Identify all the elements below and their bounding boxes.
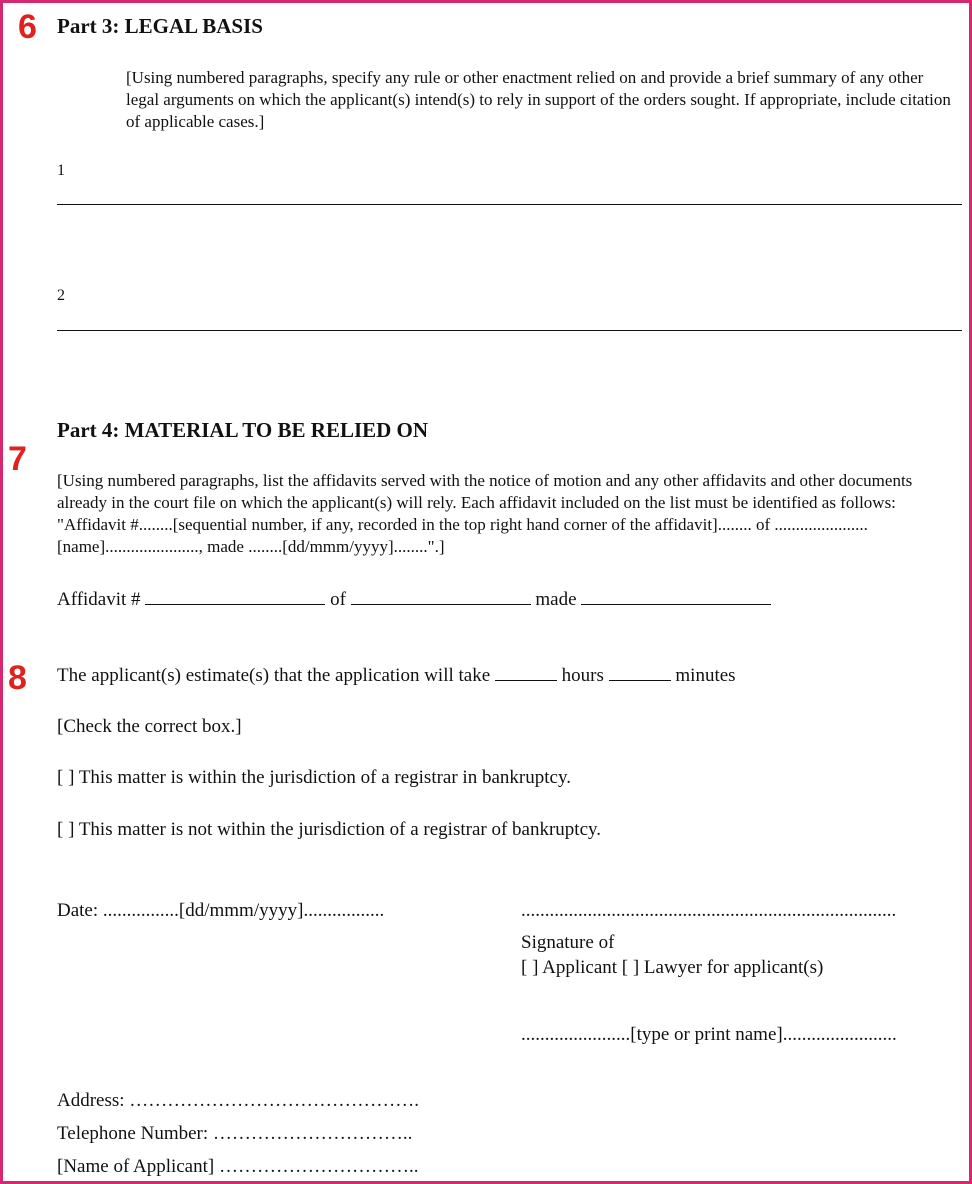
checkbox-within-jurisdiction[interactable]: [ ] — [57, 767, 75, 788]
paragraph-number-2: 2 — [57, 287, 65, 304]
check-instruction: [Check the correct box.] — [57, 716, 242, 737]
option-not-within-jurisdiction-text: This matter is not within the jurisdiction of a registrar of bankruptcy. — [78, 819, 602, 840]
paragraph-2-line[interactable] — [57, 330, 962, 331]
section-marker-7: 7 — [8, 440, 27, 478]
paragraph-1-line[interactable] — [57, 204, 962, 205]
option-not-within-jurisdiction — [57, 820, 601, 839]
affidavit-number-field[interactable] — [145, 589, 325, 605]
affidavit-made-label: made — [535, 589, 577, 610]
telephone-field[interactable]: Telephone Number: ………………………….. — [57, 1123, 413, 1144]
affidavit-name-field[interactable] — [351, 589, 531, 605]
hours-field[interactable] — [495, 665, 557, 681]
minutes-label: minutes — [675, 665, 736, 686]
section-marker-8: 8 — [8, 659, 27, 697]
signatory-options[interactable]: [ ] Applicant [ ] Lawyer for applicant(s) — [521, 957, 824, 978]
option-within-jurisdiction-text: This matter is within the jurisdiction of a registrar in bankruptcy. — [78, 767, 571, 788]
address-field[interactable]: Address: ………………………………………. — [57, 1090, 420, 1111]
applicant-name-field[interactable]: [Name of Applicant] ………………………….. — [57, 1156, 419, 1177]
affidavit-label: Affidavit # — [57, 589, 141, 610]
print-name-field[interactable]: .......................[type or print name]........................ — [521, 1024, 897, 1045]
date-field[interactable]: Date: ................[dd/mmm/yyyy]................. — [57, 900, 385, 921]
affidavit-line — [57, 589, 771, 609]
paragraph-number-1: 1 — [57, 162, 65, 179]
part3-heading: Part 3: LEGAL BASIS — [57, 14, 263, 38]
option-within-jurisdiction — [57, 768, 571, 787]
signature-of-label: Signature of — [521, 932, 615, 953]
checkbox-not-within-jurisdiction[interactable]: [ ] — [57, 819, 75, 840]
signature-field[interactable]: ............................................................................... — [521, 900, 897, 921]
part3-instruction: [Using numbered paragraphs, specify any rule or other enactment relied on and provide a brief summary of any other legal arguments on which the applicant(s) intend(s) to rely in support of the orders sought. If appropriate, include citation of applicable cases.] — [126, 68, 951, 131]
affidavit-of-label: of — [330, 589, 346, 610]
time-estimate-prefix: The applicant(s) estimate(s) that the application will take — [57, 665, 491, 686]
part4-instruction: [Using numbered paragraphs, list the affidavits served with the notice of motion and any other affidavits and other documents already in the court file on which the applicant(s) will rely. Each affidavit included on the list must be identified as follows: "Affidavit #........[sequential number, if any, recorded in the top right hand corner of the affidavit]........ of ......................[name]......................, made ........[dd/mmm/yyyy]........".] — [57, 471, 913, 556]
minutes-field[interactable] — [609, 665, 671, 681]
part4-heading: Part 4: MATERIAL TO BE RELIED ON — [57, 418, 429, 442]
affidavit-date-field[interactable] — [581, 589, 771, 605]
hours-label: hours — [561, 665, 604, 686]
time-estimate-line — [57, 665, 736, 685]
section-marker-6: 6 — [18, 8, 37, 46]
